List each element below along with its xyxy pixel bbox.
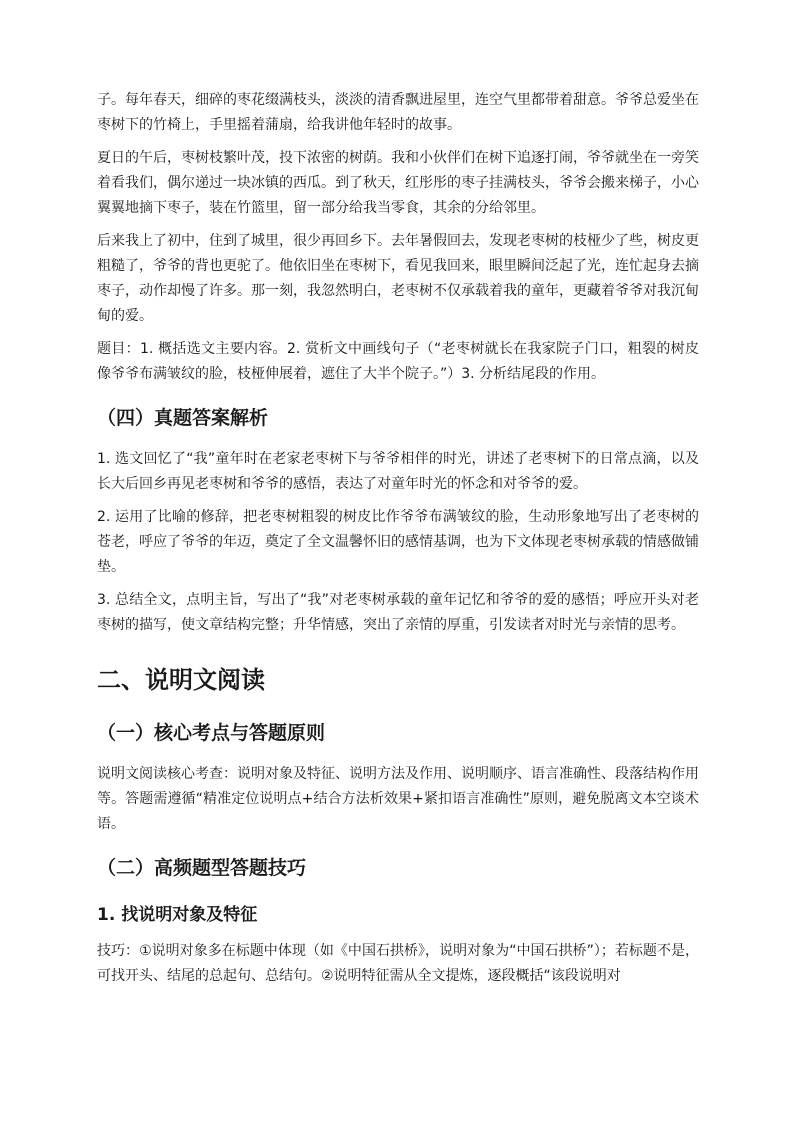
passage-paragraph-3: 后来我上了初中，住到了城里，很少再回乡下。去年暑假回去，发现老枣树的枝桠少了些，树皮更粗糙了，爷爷的背也更驼了。他依旧坐在枣树下，看见我回来，眼里瞬间泛起了光，连忙起身去摘枣子，动作却慢了许多。那一刻，我忽然明白，老枣树不仅承载着我的童年，更藏着爷爷对我沉甸甸的爱。: [97, 233, 699, 324]
question-list: 题目：1. 概括选文主要内容。2. 赏析文中画线句子（“老枣树就长在我家院子门口，粗裂的树皮像爷爷布满皱纹的脸，枝桠伸展着，遮住了大半个院子。”）3. 分析结尾段的作用。: [97, 341, 699, 382]
section-title: 二、说明文阅读: [97, 666, 265, 694]
techniques-heading: （二）高频题型答题技巧: [97, 857, 307, 879]
core-points-text: 说明文阅读核心考查：说明对象及特征、说明方法及作用、说明顺序、语言准确性、段落结构作用等。答题需遵循“精准定位说明点+结合方法析效果+紧扣语言准确性”原则，避免脱离文本空谈术语。: [97, 766, 699, 832]
technique-1-text: 技巧：①说明对象多在标题中体现（如《中国石拱桥》，说明对象为“中国石拱桥”）；若标题不是，可找开头、结尾的总起句、总结句。②说明特征需从全文提炼，逐段概括“该段说明对: [97, 943, 699, 984]
answer-1: 1. 选文回忆了“我”童年时在老家老枣树下与爷爷相伴的时光，讲述了老枣树下的日常点滴，以及长大后回乡再见老枣树和爷爷的感悟，表达了对童年时光的怀念和对爷爷的爱。: [97, 451, 699, 492]
core-points-heading: （一）核心考点与答题原则: [97, 722, 326, 744]
answer-2: 2. 运用了比喻的修辞，把老枣树粗裂的树皮比作爷爷布满皱纹的脸，生动形象地写出了老枣树的苍老，呼应了爷爷的年迈，奠定了全文温馨怀旧的感情基调，也为下文体现老枣树承载的情感做铺垫。: [97, 509, 699, 575]
answers-heading: （四）真题答案解析: [97, 407, 269, 429]
technique-1-heading: 1. 找说明对象及特征: [97, 905, 258, 925]
passage-paragraph-2: 夏日的午后，枣树枝繁叶茂，投下浓密的树荫。我和小伙伴们在树下追逐打闹，爷爷就坐在一旁笑着看我们，偶尔递过一块冰镇的西瓜。到了秋天，红彤彤的枣子挂满枝头，爷爷会搬来梯子，小心翼翼地摘下枣子，装在竹篮里，留一部分给我当零食，其余的分给邻里。: [97, 150, 699, 216]
answer-3: 3. 总结全文，点明主旨，写出了“我”对老枣树承载的童年记忆和爷爷的爱的感悟；呼应开头对老枣树的描写，使文章结构完整；升华情感，突出了亲情的厚重，引发读者对时光与亲情的思考。: [97, 592, 699, 633]
passage-paragraph-1: 子。每年春天，细碎的枣花缀满枝头，淡淡的清香飘进屋里，连空气里都带着甜意。爷爷总爱坐在枣树下的竹椅上，手里摇着蒲扇，给我讲他年轻时的故事。: [97, 92, 699, 133]
document-page: [97, 88, 699, 997]
